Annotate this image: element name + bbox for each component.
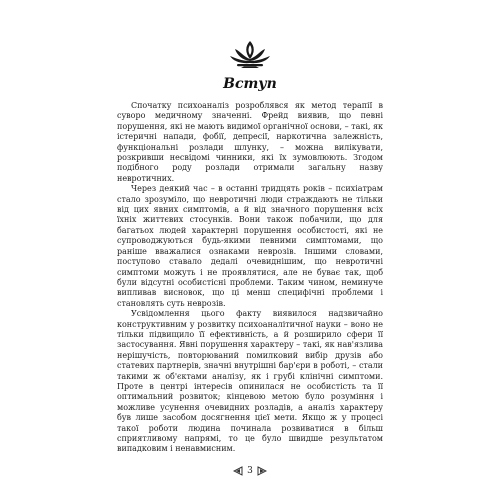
page-footer	[0, 465, 500, 477]
triangle-left-icon	[233, 466, 243, 476]
paragraph: Спочатку психоаналіз розроблявся як метод терапії в суворо медичному значенні. Фрейд виявив, що певні порушення, які не мають видимої органічної основи, – такі, як істеричні напади, фобії, депресії, наркотична залежність, функціональні розлади шлунку, – можна вилікувати, розкривши несвідомі чинники, які їх зумовлюють. Згодом подібного роду розлади отримали загальну назву невротичних.	[117, 101, 383, 183]
paragraph: Через деякий час – в останні тридцять років – психіатрам стало зрозуміло, що невротичні люди страждають не тільки від цих явних симптомів, а й від значного порушення всіх їхніх життєвих стосунків. Вони також побачили, що для багатьох людей характерні порушення особистості, які не супроводжуються будь-якими певними симптомами, що раніше вважалися ознаками неврозів. Іншими словами, поступово ставало дедалі очевиднішим, що невротичні симптоми можуть і не проявлятися, але не буває так, щоб були відсутні особистісні проблеми. Таким чином, неминуче випливав висновок, що ці менш специфічні проблеми і становлять суть неврозів.	[117, 184, 383, 308]
page-number: 3	[247, 466, 253, 476]
chapter-heading: Вступ	[223, 76, 277, 92]
paragraph: Усвідомлення цього факту виявилося надзвичайно конструктивним у розвитку психоаналітичної науки – воно не тільки підвищило її ефективність, а й розширило сфери її застосування. Явні порушення характеру – такі, як нав'язлива нерішучість, повторюваний помилковий вибір друзів або статевих партнерів, значні внутрішні бар'єри в роботі, – стали такими ж об'єктами аналізу, як і грубі клінічні симптоми. Проте в центрі інтересів опинилася не особистість та її оптимальний розвиток; кінцевою метою було розуміння і можливе усунення очевидних розладів, а аналіз характеру був лише засобом досягнення цієї мети. Якщо ж у процесі такої роботи людина починала розвиватися в більш сприятливому напрямі, то це було швидше результатом випадковим і ненавмисним.	[117, 309, 383, 454]
body-text	[117, 101, 383, 455]
triangle-right-icon	[257, 466, 267, 476]
lotus-ornament-icon	[229, 40, 271, 70]
